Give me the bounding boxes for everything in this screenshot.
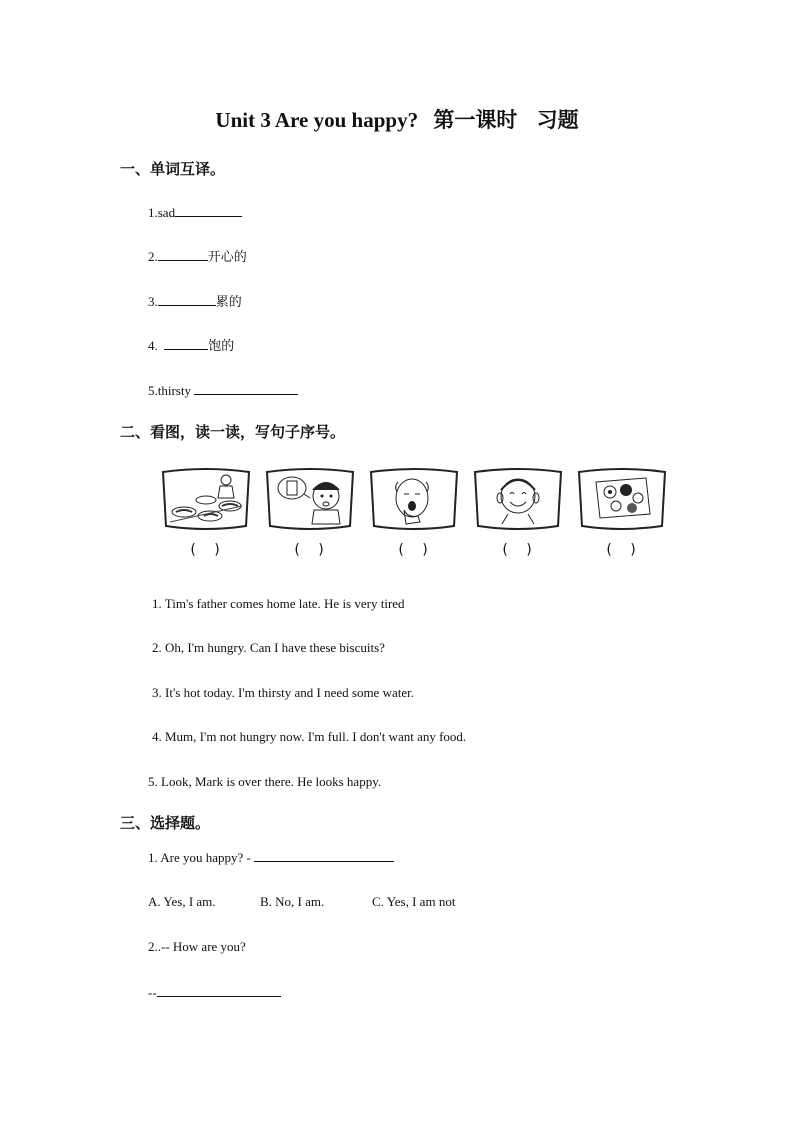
picture-3 — [368, 466, 458, 530]
answer-blank[interactable] — [157, 983, 281, 997]
answer-paren-2[interactable]: ( ) — [294, 542, 324, 558]
sentence-4: 4. Mum, I'm not hungry now. I'm full. I don't want any food. — [152, 729, 467, 744]
word-item-5-text: 5.thirsty — [148, 383, 195, 398]
answer-blank[interactable] — [194, 381, 298, 395]
answer-paren-3[interactable]: ( ) — [398, 542, 428, 558]
word-item-3-num: 3. — [148, 294, 158, 309]
word-item-2 — [148, 247, 247, 267]
option-c[interactable]: C. Yes, I am not — [372, 894, 456, 909]
answer-blank[interactable] — [254, 848, 394, 862]
word-item-4-text: 饱的 — [208, 339, 235, 354]
question-1 — [148, 848, 394, 867]
tired-man-yawning-icon — [368, 466, 460, 532]
word-item-4-num: 4. — [148, 338, 161, 353]
question-2-answer — [148, 983, 281, 1002]
food-on-table-icon — [160, 466, 252, 532]
answer-prefix: -- — [148, 985, 157, 1000]
section-1-heading: 一、单词互译。 — [120, 160, 226, 178]
section-2-heading: 二、看图，读一读，写句子序号。 — [120, 423, 346, 441]
title-exercise: 习题 — [536, 108, 579, 132]
option-b[interactable]: B. No, I am. — [260, 894, 325, 909]
answer-paren-5[interactable]: ( ) — [606, 542, 636, 558]
sentence-2: 2. Oh, I'm hungry. Can I have these biscuits? — [152, 640, 385, 655]
answer-blank[interactable] — [164, 336, 208, 350]
section-3-heading: 三、选择题。 — [120, 814, 211, 832]
page-title — [0, 104, 794, 134]
sentence-1: 1. Tim's father comes home late. He is very tired — [152, 596, 405, 611]
answer-paren-4[interactable]: ( ) — [502, 542, 532, 558]
word-item-2-num: 2. — [148, 249, 158, 264]
question-1-text: 1. Are you happy? - — [148, 850, 251, 865]
word-item-1 — [148, 203, 242, 222]
answer-blank[interactable] — [158, 292, 216, 306]
word-item-4 — [148, 336, 234, 356]
title-english: Unit 3 Are you happy? — [215, 108, 419, 132]
answer-blank[interactable] — [175, 203, 242, 217]
word-item-1-text: 1.sad — [148, 205, 176, 220]
word-item-3-text: 累的 — [215, 295, 242, 310]
option-a[interactable]: A. Yes, I am. — [148, 894, 216, 909]
picture-2 — [264, 466, 354, 530]
answer-paren-1[interactable]: ( ) — [190, 542, 220, 558]
word-item-2-text: 开心的 — [207, 250, 247, 265]
picture-4 — [472, 466, 562, 530]
sentence-5: 5. Look, Mark is over there. He looks happy. — [148, 774, 382, 789]
word-item-5 — [148, 381, 298, 400]
picture-1 — [160, 466, 250, 530]
biscuit-box-icon — [576, 466, 668, 532]
sentence-3: 3. It's hot today. I'm thirsty and I need some water. — [152, 685, 414, 700]
question-2: 2..-- How are you? — [148, 939, 246, 954]
picture-row — [160, 466, 670, 561]
thirsty-boy-icon — [264, 466, 356, 532]
answer-blank[interactable] — [158, 247, 208, 261]
word-item-3 — [148, 292, 242, 312]
picture-5 — [576, 466, 666, 530]
happy-boy-icon — [472, 466, 564, 532]
title-lesson: 第一课时 — [433, 108, 518, 132]
